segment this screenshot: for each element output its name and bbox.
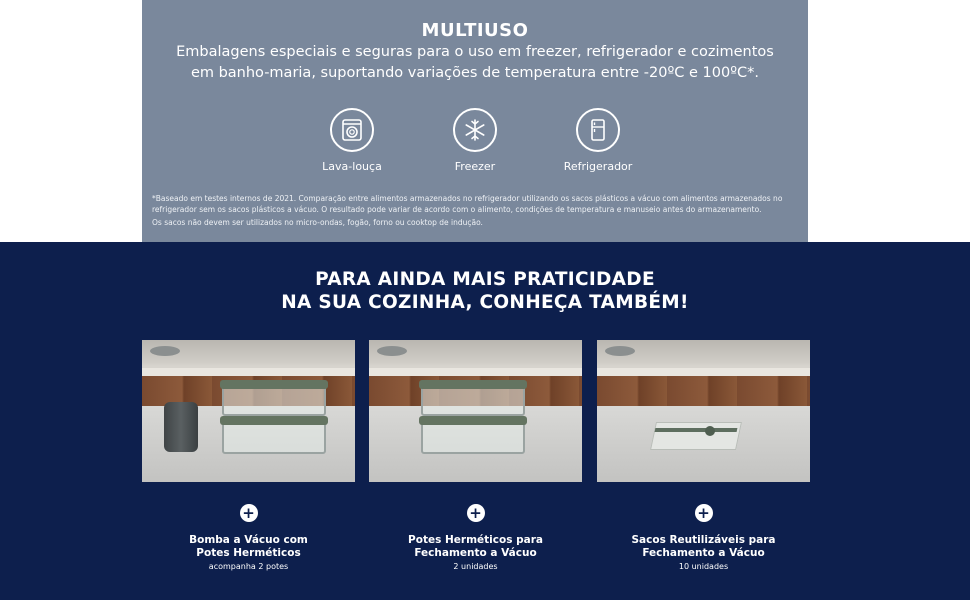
product-card-bags[interactable] xyxy=(597,340,810,571)
product-name-line: Bomba a Vácuo com xyxy=(189,534,308,546)
refrigerator-icon xyxy=(576,108,620,152)
product-image[interactable] xyxy=(142,340,355,482)
product-name xyxy=(597,534,810,560)
feature-label: Refrigerador xyxy=(563,160,633,173)
product-image[interactable] xyxy=(369,340,582,482)
product-image[interactable] xyxy=(597,340,810,482)
product-name xyxy=(142,534,355,560)
product-name-line: Potes Herméticos para xyxy=(408,534,543,546)
promo-section xyxy=(0,242,970,600)
promo-headline xyxy=(0,268,970,314)
dishwasher-icon xyxy=(330,108,374,152)
description-line: Embalagens especiais e seguras para o uso em freezer, refrigerador e cozimentos xyxy=(176,44,774,60)
footnote xyxy=(152,193,800,228)
product-detail: 2 unidades xyxy=(453,562,498,571)
headline-line: NA SUA COZINHA, CONHEÇA TAMBÉM! xyxy=(281,292,689,313)
product-detail: acompanha 2 potes xyxy=(208,562,289,571)
product-card-vacuum-pump[interactable] xyxy=(142,340,355,571)
multiuso-section xyxy=(142,0,808,242)
feature-label: Freezer xyxy=(454,160,496,173)
plus-icon: + xyxy=(695,504,713,522)
multiuso-title: MULTIUSO xyxy=(421,20,529,41)
product-card-containers[interactable] xyxy=(369,340,582,571)
footnote-text: Os sacos não devem ser utilizados no micro-ondas, fogão, forno ou cooktop de indução. xyxy=(152,218,483,227)
multiuso-description xyxy=(162,42,788,84)
description-line: em banho-maria, suportando variações de temperatura entre -20ºC e 100ºC*. xyxy=(190,65,760,81)
product-detail: 10 unidades xyxy=(678,562,729,571)
product-name-line: Fechamento a Vácuo xyxy=(642,547,765,559)
product-name xyxy=(369,534,582,560)
product-name-line: Fechamento a Vácuo xyxy=(414,547,537,559)
footnote-text: refrigerador sem os sacos plásticos a vácuo. O resultado pode variar de acordo com o alimento, condições de temperatura e manuseio antes do armazenamento. xyxy=(152,205,762,214)
feature-refrigerator xyxy=(543,108,653,173)
product-name-line: Sacos Reutilizáveis para xyxy=(631,534,776,546)
plus-icon: + xyxy=(240,504,258,522)
feature-label: Lava-louça xyxy=(322,160,382,173)
feature-freezer xyxy=(420,108,530,173)
snowflake-icon xyxy=(453,108,497,152)
plus-icon: + xyxy=(467,504,485,522)
vacuum-pump-illustration xyxy=(164,402,198,452)
feature-dishwasher xyxy=(297,108,407,173)
vacuum-bag-illustration xyxy=(650,422,742,450)
footnote-text: *Baseado em testes internos de 2021. Comparação entre alimentos armazenados no refrigerador utilizando os sacos plásticos a vácuo com alimentos armazenados no xyxy=(152,194,783,203)
headline-line: PARA AINDA MAIS PRATICIDADE xyxy=(315,269,655,290)
product-name-line: Potes Herméticos xyxy=(196,547,301,559)
